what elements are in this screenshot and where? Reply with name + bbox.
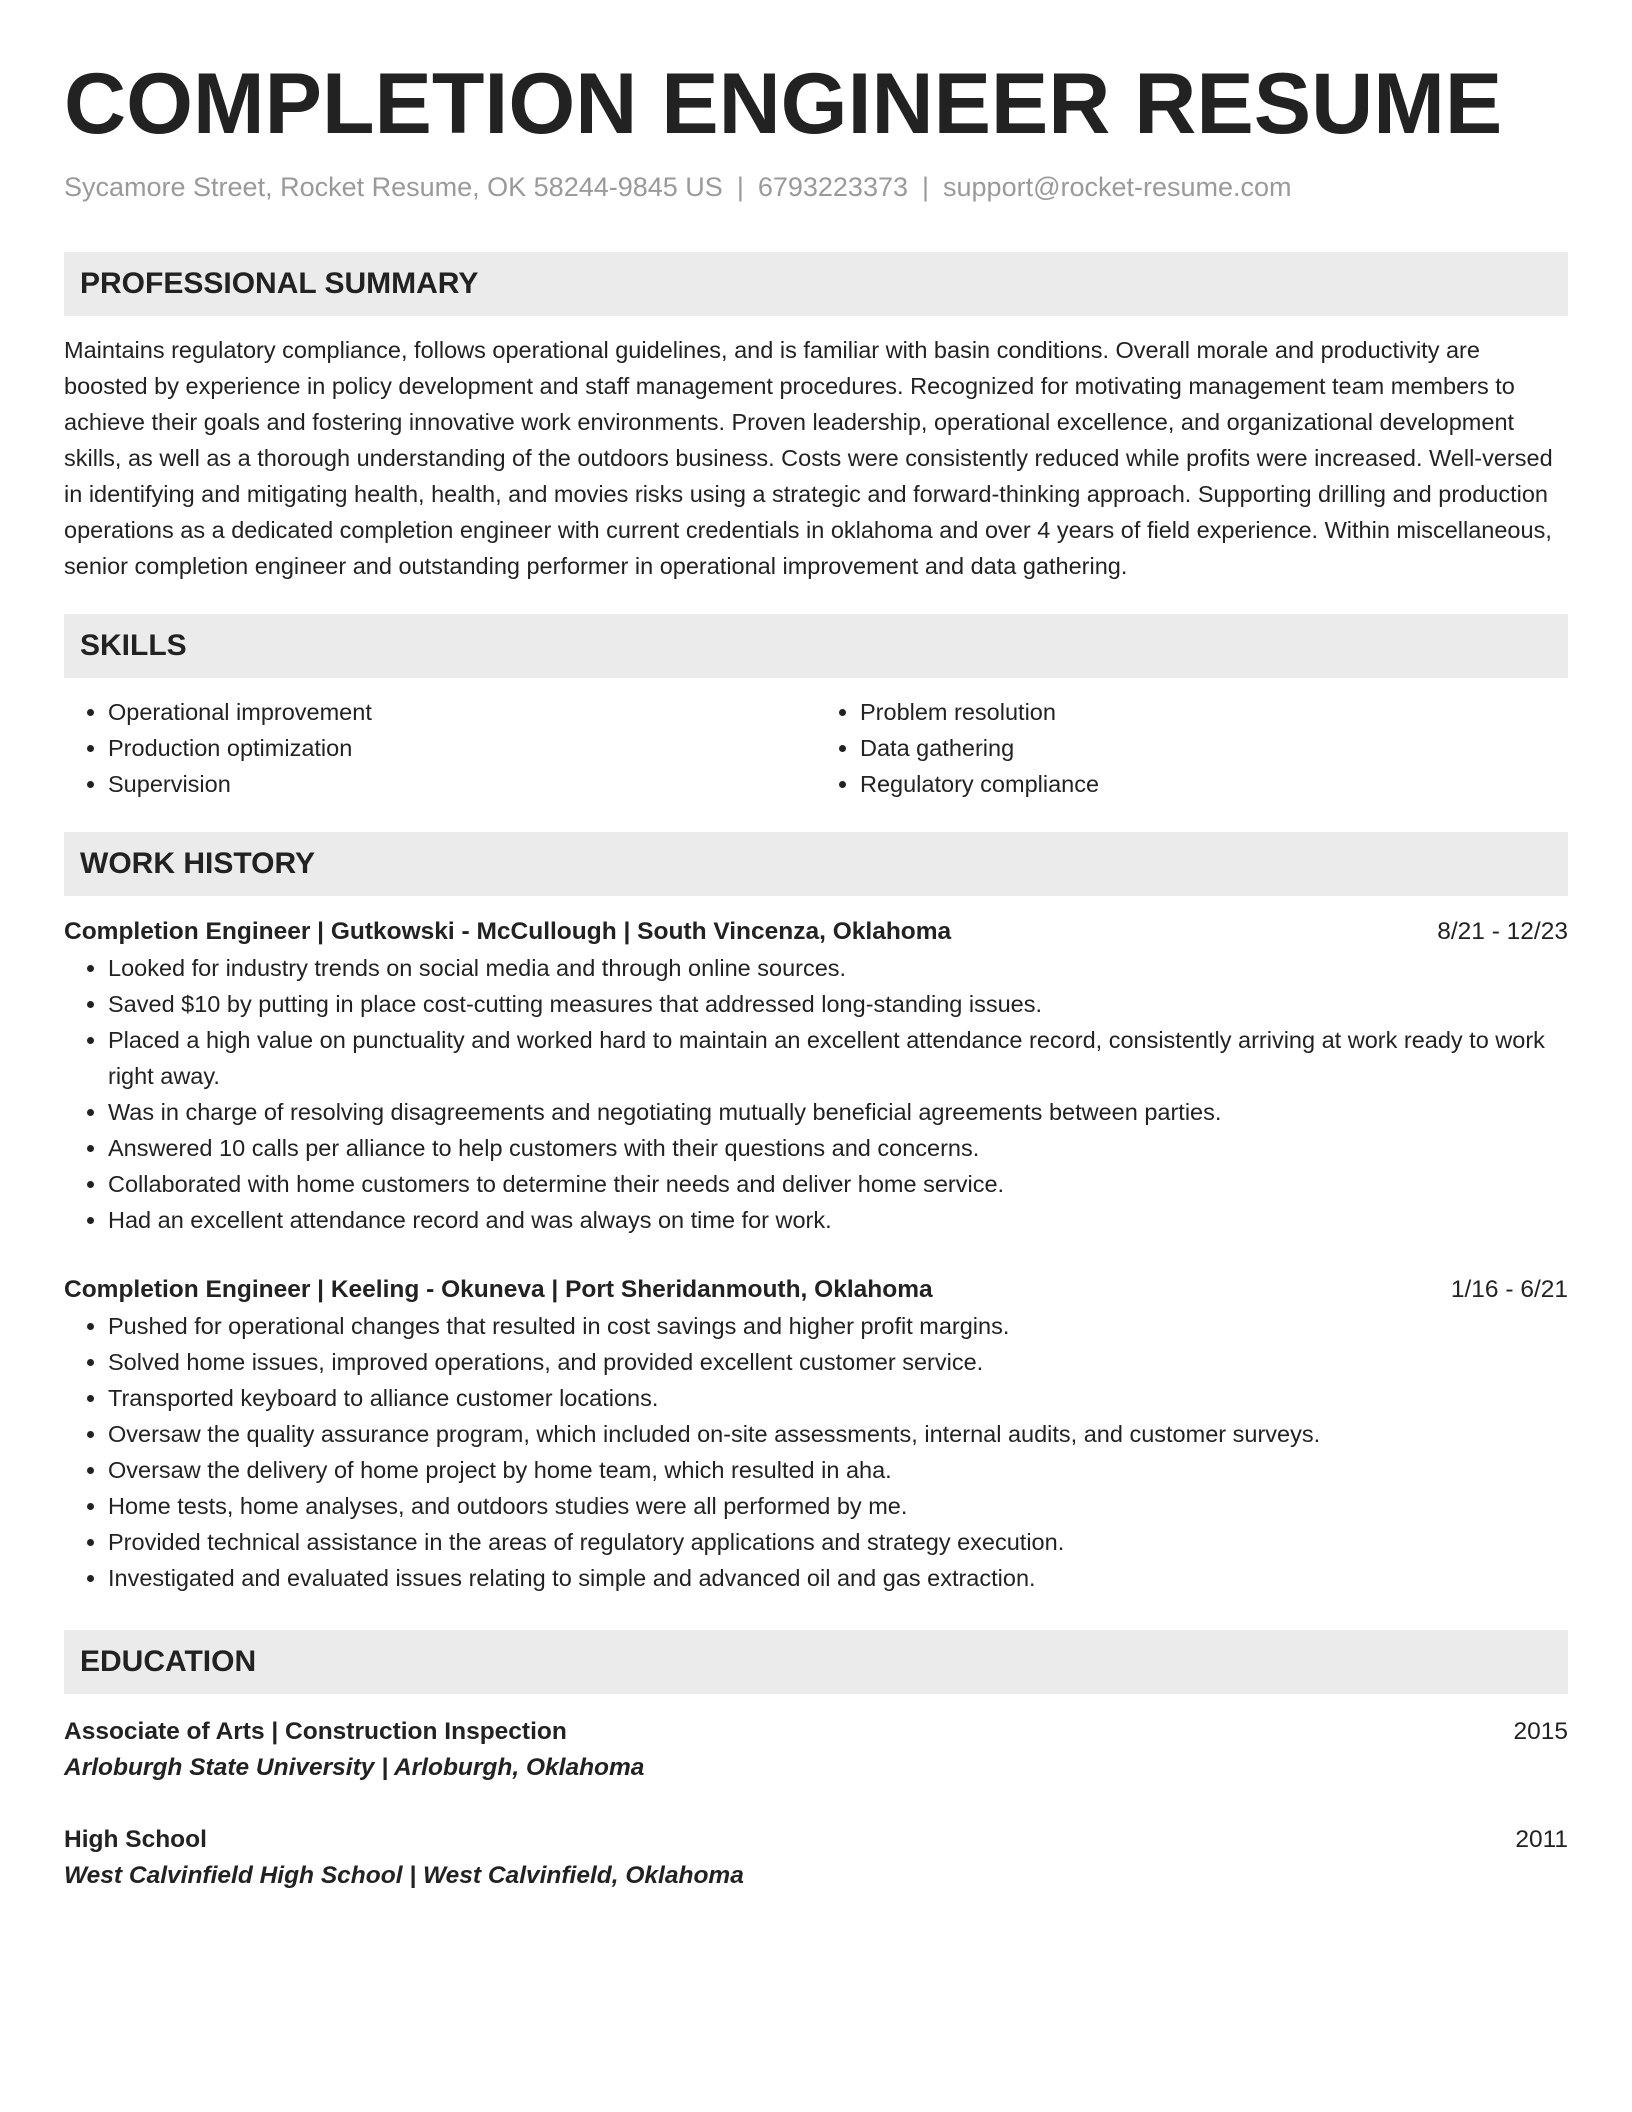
skill-item: • Data gathering: [860, 730, 1568, 766]
job-bullet-list: [64, 1308, 1568, 1596]
job-bullet: • Saved $10 by putting in place cost-cutting measures that addressed long-standing issues.: [108, 986, 1568, 1022]
section-header-skills: [64, 614, 1568, 678]
job-bullet: • Had an excellent attendance record and was always on time for work.: [108, 1202, 1568, 1238]
education-heading: [64, 1822, 1568, 1858]
job-bullet: • Placed a high value on punctuality and worked hard to maintain an excellent attendance record, consistently arriving at work ready to work right away.: [108, 1022, 1568, 1094]
education-degree: Associate of Arts | Construction Inspection: [64, 1718, 567, 1745]
job-bullet: • Answered 10 calls per alliance to help customers with their questions and concerns.: [108, 1130, 1568, 1166]
skill-item: • Regulatory compliance: [860, 766, 1568, 802]
job-bullet: • Home tests, home analyses, and outdoors studies were all performed by me.: [108, 1488, 1568, 1524]
skill-item: • Problem resolution: [860, 694, 1568, 730]
job-bullet: • Was in charge of resolving disagreements and negotiating mutually beneficial agreements between parties.: [108, 1094, 1568, 1130]
skill-item: • Production optimization: [108, 730, 816, 766]
job-title: Completion Engineer | Keeling - Okuneva | Port Sheridanmouth, Oklahoma: [64, 1276, 933, 1303]
education-school: Arloburgh State University | Arloburgh, Oklahoma: [64, 1754, 645, 1781]
education-school: West Calvinfield High School | West Calvinfield, Oklahoma: [64, 1862, 744, 1889]
skills-list-left: [64, 694, 816, 802]
contact-line: [64, 170, 1568, 204]
job-bullet: • Pushed for operational changes that resulted in cost savings and higher profit margins.: [108, 1308, 1568, 1344]
education-heading: [64, 1714, 1568, 1750]
contact-separator: |: [922, 172, 930, 202]
section-title-work-history: WORK HISTORY: [80, 847, 316, 880]
contact-email: support@rocket-resume.com: [943, 172, 1292, 202]
contact-separator: |: [736, 172, 744, 202]
section-header-education: [64, 1630, 1568, 1694]
education-year: 2015: [1513, 1718, 1568, 1745]
job-bullet: • Oversaw the delivery of home project by home team, which resulted in aha.: [108, 1452, 1568, 1488]
job-dates: 1/16 - 6/21: [1450, 1276, 1568, 1303]
section-header-work-history: [64, 832, 1568, 896]
summary-text: Maintains regulatory compliance, follows operational guidelines, and is familiar with basin conditions. Overall morale and productivity are boosted by experience in policy development and staff management procedures. Recognized for motivating management team members to achieve their goals and fostering innovative work environments. Proven leadership, operational excellence, and organizational development skills, as well as a thorough understanding of the outdoors business. Costs were consistently reduced while profits were increased. Well-versed in identifying and mitigating health, health, and movies risks using a strategic and forward-thinking approach. Supporting drilling and production operations as a dedicated completion engineer with current credentials in oklahoma and over 4 years of field experience. Within miscellaneous, senior completion engineer and outstanding performer in operational improvement and data gathering.: [64, 337, 1553, 579]
section-title-summary: PROFESSIONAL SUMMARY: [80, 267, 479, 300]
job-bullet: • Investigated and evaluated issues relating to simple and advanced oil and gas extraction.: [108, 1560, 1568, 1596]
job-heading: [64, 1272, 1568, 1308]
job-bullet: • Transported keyboard to alliance customer locations.: [108, 1380, 1568, 1416]
job-heading: [64, 914, 1568, 950]
education-degree: High School: [64, 1826, 207, 1853]
job-title: Completion Engineer | Gutkowski - McCullough | South Vincenza, Oklahoma: [64, 918, 952, 945]
section-header-summary: [64, 252, 1568, 316]
job-bullet-list: [64, 950, 1568, 1238]
education-entry: [64, 1714, 1568, 1786]
job-dates: 8/21 - 12/23: [1437, 918, 1568, 945]
resume-title: COMPLETION ENGINEER RESUME: [64, 56, 1503, 152]
skills-grid: [64, 694, 1568, 802]
section-title-skills: SKILLS: [80, 629, 187, 662]
contact-address: Sycamore Street, Rocket Resume, OK 58244-9845 US: [64, 172, 723, 202]
education-entry: [64, 1822, 1568, 1894]
section-title-education: EDUCATION: [80, 1645, 257, 1678]
skill-item: • Supervision: [108, 766, 816, 802]
skills-list-right: [816, 694, 1568, 802]
job-bullet: • Provided technical assistance in the areas of regulatory applications and strategy execution.: [108, 1524, 1568, 1560]
job-bullet: • Oversaw the quality assurance program, which included on-site assessments, internal audits, and customer surveys.: [108, 1416, 1568, 1452]
job-bullet: • Collaborated with home customers to determine their needs and deliver home service.: [108, 1166, 1568, 1202]
contact-phone: 6793223373: [757, 172, 908, 202]
education-year: 2011: [1515, 1826, 1568, 1853]
job-bullet: • Solved home issues, improved operations, and provided excellent customer service.: [108, 1344, 1568, 1380]
job-bullet: • Looked for industry trends on social media and through online sources.: [108, 950, 1568, 986]
skill-item: • Operational improvement: [108, 694, 816, 730]
